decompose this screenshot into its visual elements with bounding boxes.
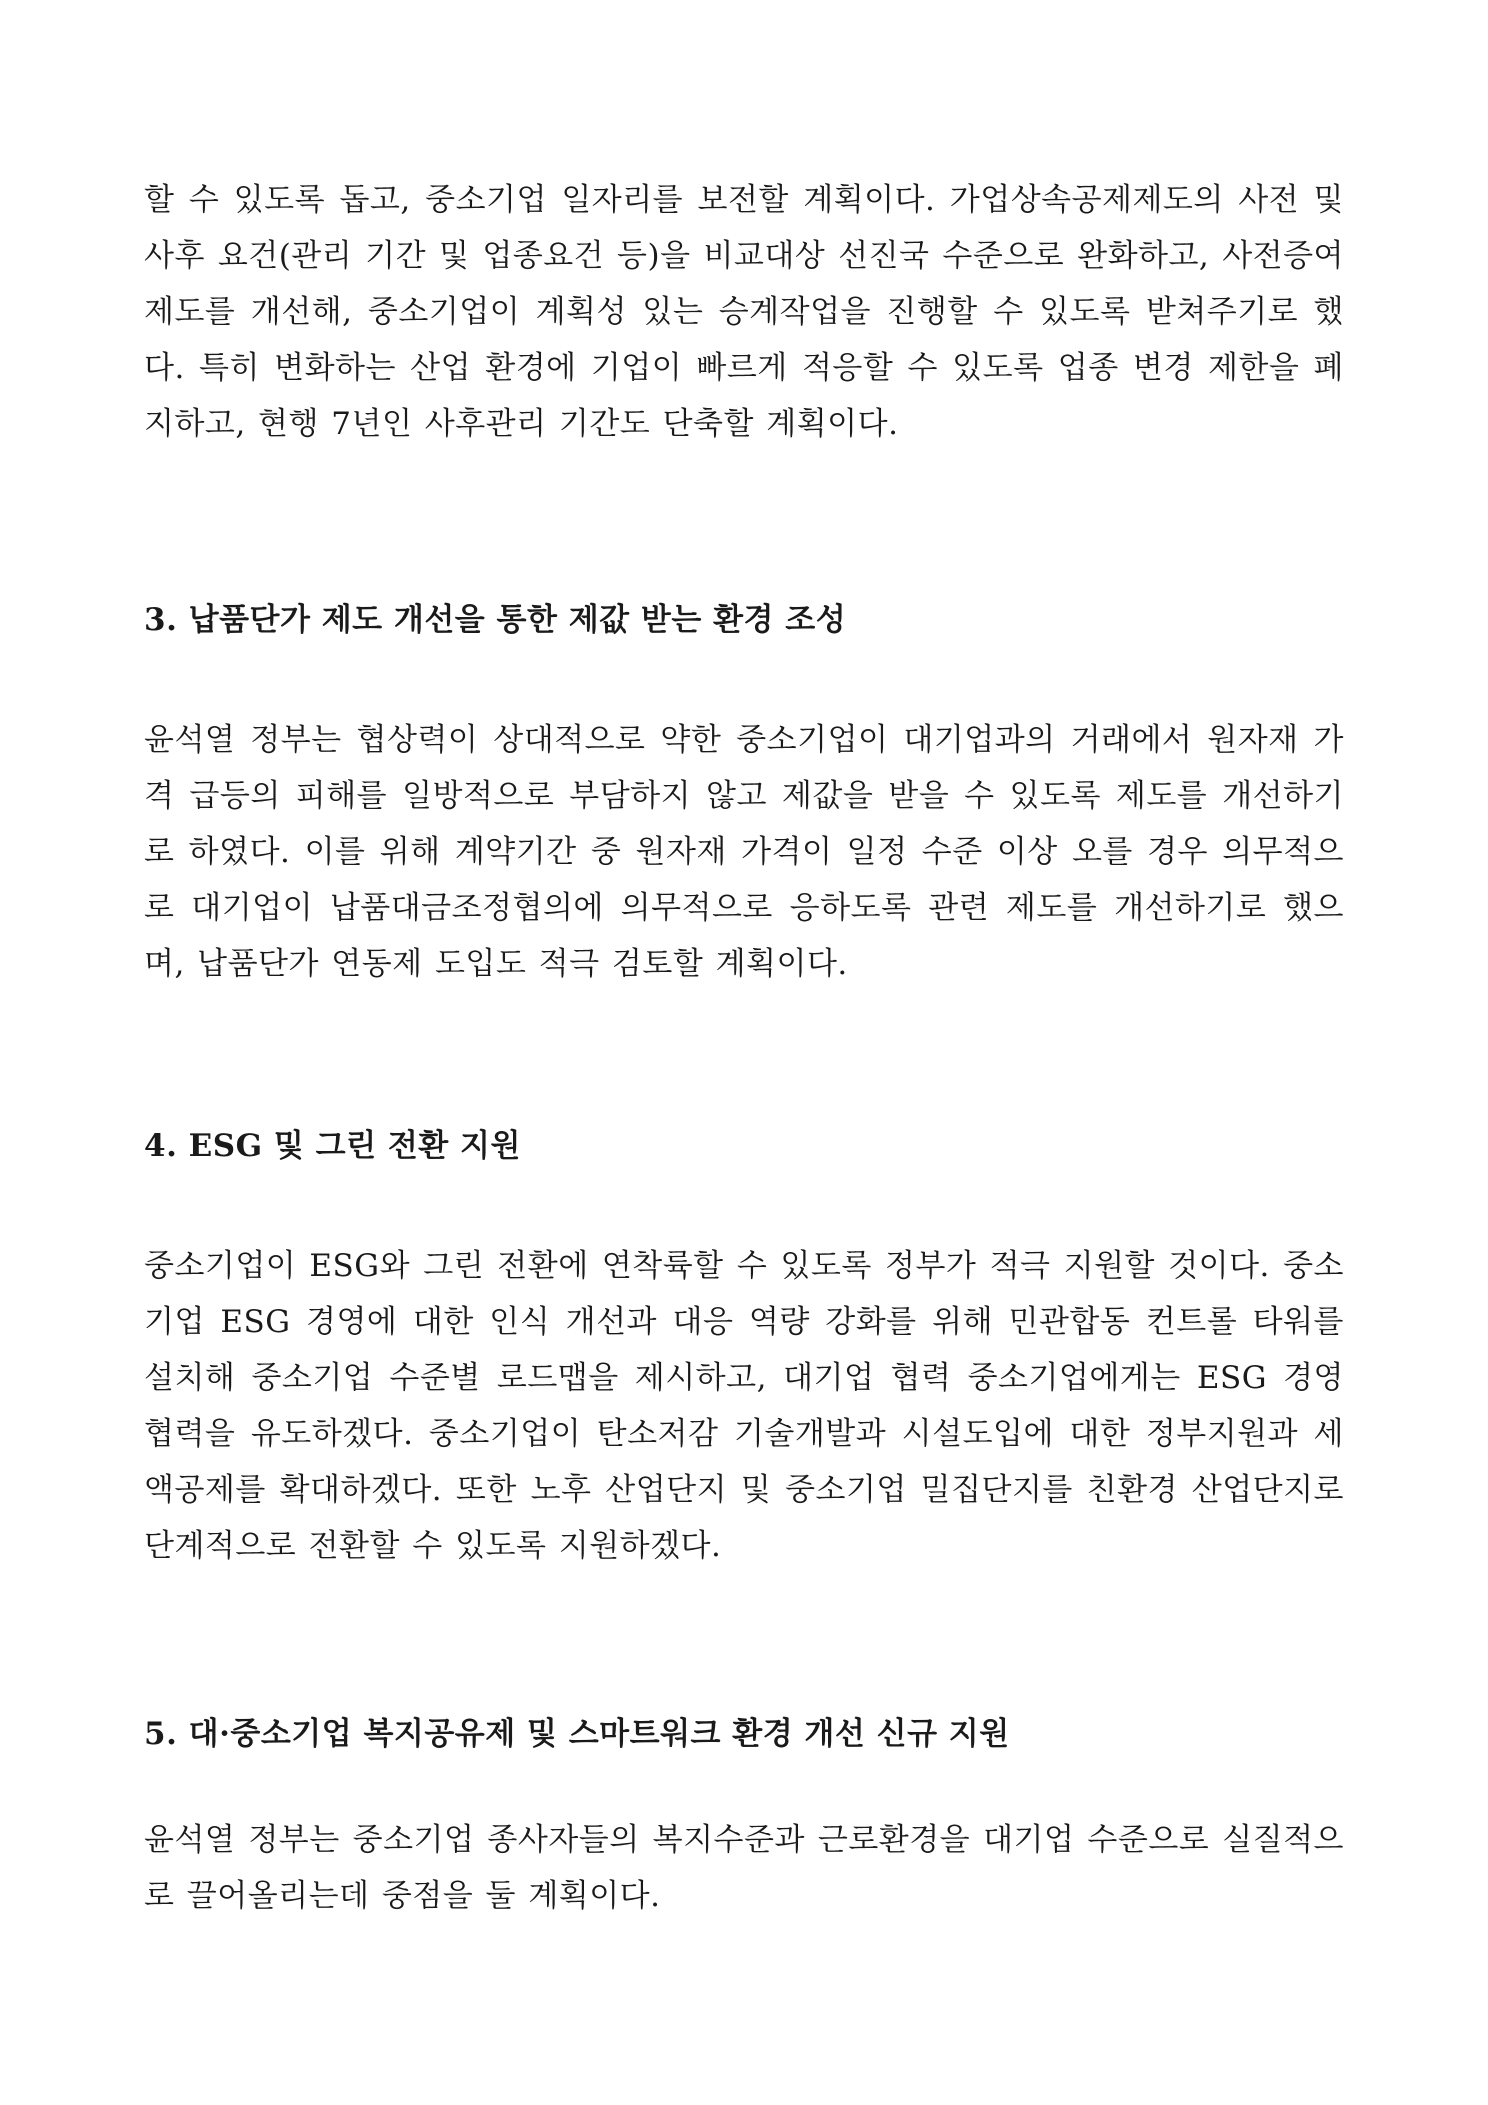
section-4-body: 중소기업이 ESG와 그린 전환에 연착륙할 수 있도록 정부가 적극 지원할 것이다. 중소기업 ESG 경영에 대한 인식 개선과 대응 역량 강화를 위해 민관합동 컨트롤 타워를 설치해 중소기업 수준별 로드맵을 제시하고, 대기업 협력 중소기업에게는 ESG 경영 협력을 유도하겠다. 중소기업이 탄소저감 기술개발과 시설도입에 대한 정부지원과 세액공제를 확대하겠다. 또한 노후 산업단지 및 중소기업 밀집단지를 친환경 산업단지로 단계적으로 전환할 수 있도록 지원하겠다. (144, 1248, 1344, 1564)
section-5-body: 윤석열 정부는 중소기업 종사자들의 복지수준과 근로환경을 대기업 수준으로 실질적으로 끌어올리는데 중점을 둘 계획이다. (144, 1822, 1344, 1914)
intro-paragraph: 할 수 있도록 돕고, 중소기업 일자리를 보전할 계획이다. 가업상속공제제도의 사전 및 사후 요건(관리 기간 및 업종요건 등)을 비교대상 선진국 수준으로 완화하고, 사전증여제도를 개선해, 중소기업이 계획성 있는 승계작업을 진행할 수 있도록 받쳐주기로 했다. 특히 변화하는 산업 환경에 기업이 빠르게 적응할 수 있도록 업종 변경 제한을 폐지하고, 현행 7년인 사후관리 기간도 단축할 계획이다. (144, 182, 1344, 442)
section-5-heading: 5. 대·중소기업 복지공유제 및 스마트워크 환경 개선 신규 지원 (144, 1716, 1010, 1752)
section-3-heading: 3. 납품단가 제도 개선을 통한 제값 받는 환경 조성 (144, 602, 847, 638)
section-3-body: 윤석열 정부는 협상력이 상대적으로 약한 중소기업이 대기업과의 거래에서 원자재 가격 급등의 피해를 일방적으로 부담하지 않고 제값을 받을 수 있도록 제도를 개선하기로 하였다. 이를 위해 계약기간 중 원자재 가격이 일정 수준 이상 오를 경우 의무적으로 대기업이 납품대금조정협의에 의무적으로 응하도록 관련 제도를 개선하기로 했으며, 납품단가 연동제 도입도 적극 검토할 계획이다. (144, 722, 1344, 982)
section-4-heading: 4. ESG 및 그린 전환 지원 (144, 1128, 521, 1164)
